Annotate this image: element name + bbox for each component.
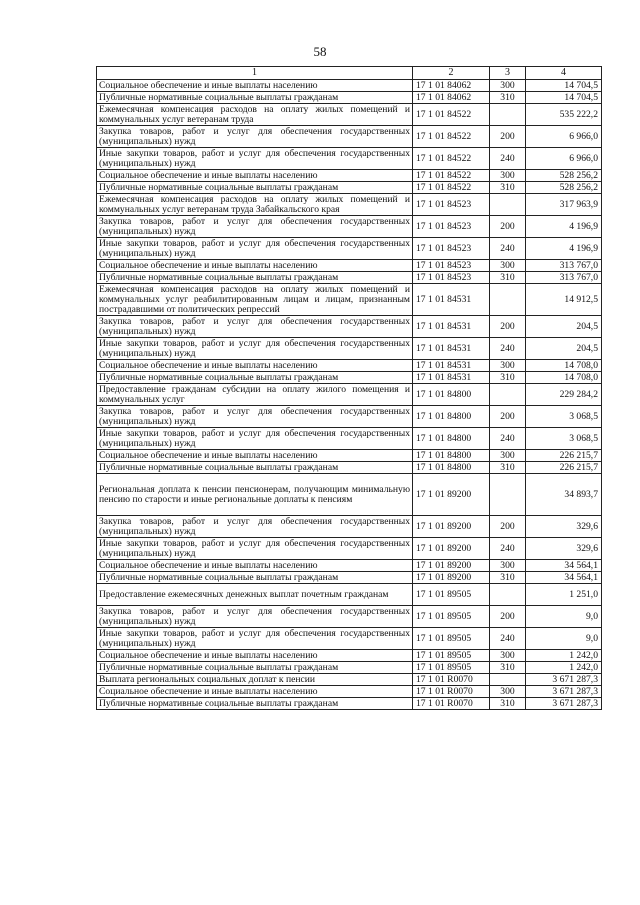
row-type-cell: 310 <box>490 182 526 194</box>
table-row <box>97 104 602 126</box>
row-amount-cell: 9,0 <box>526 606 602 628</box>
row-type-cell: 200 <box>490 316 526 338</box>
row-amount-cell: 229 284,2 <box>526 384 602 406</box>
row-code-cell: 17 1 01 84522 <box>413 182 490 194</box>
table-row <box>97 516 602 538</box>
table-row <box>97 92 602 104</box>
row-code-cell: 17 1 01 84062 <box>413 80 490 92</box>
row-name-cell: Социальное обеспечение и иные выплаты населению <box>97 260 413 272</box>
row-amount-cell: 4 196,9 <box>526 238 602 260</box>
row-type-cell <box>490 384 526 406</box>
row-code-cell: 17 1 01 84522 <box>413 148 490 170</box>
row-amount-cell: 226 215,7 <box>526 462 602 474</box>
table-row <box>97 674 602 686</box>
row-amount-cell: 34 564,1 <box>526 572 602 584</box>
row-code-cell: 17 1 01 84800 <box>413 428 490 450</box>
row-name-cell: Публичные нормативные социальные выплаты гражданам <box>97 182 413 194</box>
table-row <box>97 260 602 272</box>
row-name-cell: Иные закупки товаров, работ и услуг для обеспечения государственных (муниципальных) нужд <box>97 428 413 450</box>
row-code-cell: 17 1 01 84800 <box>413 450 490 462</box>
row-name-cell: Публичные нормативные социальные выплаты гражданам <box>97 462 413 474</box>
table-header-row <box>97 67 602 80</box>
row-name-cell: Ежемесячная компенсация расходов на оплату жилых помещений и коммунальных услуг ветеранам труда <box>97 104 413 126</box>
row-type-cell: 200 <box>490 126 526 148</box>
row-amount-cell: 14 912,5 <box>526 284 602 316</box>
table-row <box>97 538 602 560</box>
table-row <box>97 560 602 572</box>
row-name-cell: Закупка товаров, работ и услуг для обеспечения государственных (муниципальных) нужд <box>97 606 413 628</box>
table-row <box>97 406 602 428</box>
table-row <box>97 216 602 238</box>
row-type-cell: 200 <box>490 516 526 538</box>
row-type-cell: 300 <box>490 170 526 182</box>
row-type-cell: 200 <box>490 216 526 238</box>
row-amount-cell: 3 671 287,3 <box>526 674 602 686</box>
table-row <box>97 450 602 462</box>
row-amount-cell: 1 242,0 <box>526 662 602 674</box>
row-amount-cell: 317 963,9 <box>526 194 602 216</box>
row-name-cell: Социальное обеспечение и иные выплаты населению <box>97 80 413 92</box>
row-name-cell: Иные закупки товаров, работ и услуг для обеспечения государственных (муниципальных) нужд <box>97 628 413 650</box>
row-type-cell: 240 <box>490 338 526 360</box>
row-amount-cell: 9,0 <box>526 628 602 650</box>
row-amount-cell: 528 256,2 <box>526 182 602 194</box>
table-row <box>97 148 602 170</box>
row-amount-cell: 313 767,0 <box>526 272 602 284</box>
row-name-cell: Публичные нормативные социальные выплаты гражданам <box>97 662 413 674</box>
row-code-cell: 17 1 01 84523 <box>413 216 490 238</box>
row-name-cell: Иные закупки товаров, работ и услуг для обеспечения государственных (муниципальных) нужд <box>97 538 413 560</box>
row-name-cell: Публичные нормативные социальные выплаты гражданам <box>97 698 413 710</box>
table-row <box>97 474 602 516</box>
table-row <box>97 194 602 216</box>
row-type-cell: 200 <box>490 606 526 628</box>
table-row <box>97 372 602 384</box>
row-amount-cell: 535 222,2 <box>526 104 602 126</box>
table-row <box>97 628 602 650</box>
row-type-cell <box>490 194 526 216</box>
row-amount-cell: 1 242,0 <box>526 650 602 662</box>
table-row <box>97 182 602 194</box>
row-code-cell: 17 1 01 84800 <box>413 406 490 428</box>
row-amount-cell: 528 256,2 <box>526 170 602 182</box>
header-col-4: 4 <box>526 67 602 80</box>
row-name-cell: Иные закупки товаров, работ и услуг для обеспечения государственных (муниципальных) нужд <box>97 148 413 170</box>
row-amount-cell: 3 671 287,3 <box>526 686 602 698</box>
row-name-cell: Социальное обеспечение и иные выплаты населению <box>97 360 413 372</box>
row-amount-cell: 4 196,9 <box>526 216 602 238</box>
table-row <box>97 662 602 674</box>
row-name-cell: Закупка товаров, работ и услуг для обеспечения государственных (муниципальных) нужд <box>97 316 413 338</box>
row-type-cell <box>490 104 526 126</box>
row-code-cell: 17 1 01 84522 <box>413 126 490 148</box>
row-amount-cell: 6 966,0 <box>526 148 602 170</box>
table-row <box>97 686 602 698</box>
table-row <box>97 80 602 92</box>
row-name-cell: Закупка товаров, работ и услуг для обеспечения государственных (муниципальных) нужд <box>97 516 413 538</box>
row-amount-cell: 34 564,1 <box>526 560 602 572</box>
header-col-3: 3 <box>490 67 526 80</box>
header-col-1: 1 <box>97 67 413 80</box>
row-amount-cell: 329,6 <box>526 516 602 538</box>
table-row <box>97 272 602 284</box>
row-code-cell: 17 1 01 89200 <box>413 572 490 584</box>
row-amount-cell: 329,6 <box>526 538 602 560</box>
row-code-cell: 17 1 01 84522 <box>413 170 490 182</box>
row-amount-cell: 6 966,0 <box>526 126 602 148</box>
budget-table <box>96 66 602 710</box>
row-type-cell <box>490 474 526 516</box>
table-row <box>97 126 602 148</box>
row-type-cell: 300 <box>490 360 526 372</box>
table-row <box>97 316 602 338</box>
row-name-cell: Иные закупки товаров, работ и услуг для обеспечения государственных (муниципальных) нужд <box>97 238 413 260</box>
row-type-cell <box>490 674 526 686</box>
row-type-cell: 240 <box>490 238 526 260</box>
row-code-cell: 17 1 01 84531 <box>413 372 490 384</box>
row-type-cell: 300 <box>490 650 526 662</box>
row-name-cell: Публичные нормативные социальные выплаты гражданам <box>97 572 413 584</box>
row-name-cell: Выплата региональных социальных доплат к пенсии <box>97 674 413 686</box>
row-type-cell: 240 <box>490 428 526 450</box>
row-type-cell: 310 <box>490 462 526 474</box>
table-row <box>97 284 602 316</box>
row-name-cell: Закупка товаров, работ и услуг для обеспечения государственных (муниципальных) нужд <box>97 216 413 238</box>
row-amount-cell: 313 767,0 <box>526 260 602 272</box>
row-name-cell: Публичные нормативные социальные выплаты гражданам <box>97 92 413 104</box>
row-amount-cell: 34 893,7 <box>526 474 602 516</box>
row-name-cell: Иные закупки товаров, работ и услуг для обеспечения государственных (муниципальных) нужд <box>97 338 413 360</box>
row-name-cell: Региональная доплата к пенсии пенсионерам, получающим минимальную пенсию по старости и иные региональные доплаты к пенсиям <box>97 474 413 516</box>
row-type-cell: 310 <box>490 372 526 384</box>
row-name-cell: Социальное обеспечение и иные выплаты населению <box>97 170 413 182</box>
page-number: 58 <box>313 44 327 59</box>
row-amount-cell: 3 671 287,3 <box>526 698 602 710</box>
row-type-cell: 300 <box>490 260 526 272</box>
row-name-cell: Закупка товаров, работ и услуг для обеспечения государственных (муниципальных) нужд <box>97 406 413 428</box>
row-amount-cell: 3 068,5 <box>526 428 602 450</box>
row-type-cell <box>490 584 526 606</box>
row-amount-cell: 204,5 <box>526 316 602 338</box>
row-name-cell: Социальное обеспечение и иные выплаты населению <box>97 560 413 572</box>
row-type-cell: 310 <box>490 92 526 104</box>
row-code-cell: 17 1 01 R0070 <box>413 686 490 698</box>
row-name-cell: Социальное обеспечение и иные выплаты населению <box>97 686 413 698</box>
table-row <box>97 650 602 662</box>
row-code-cell: 17 1 01 89200 <box>413 474 490 516</box>
row-code-cell: 17 1 01 89505 <box>413 628 490 650</box>
row-code-cell: 17 1 01 84062 <box>413 92 490 104</box>
row-type-cell: 300 <box>490 80 526 92</box>
row-type-cell: 310 <box>490 662 526 674</box>
row-amount-cell: 1 251,0 <box>526 584 602 606</box>
row-amount-cell: 14 704,5 <box>526 80 602 92</box>
row-amount-cell: 226 215,7 <box>526 450 602 462</box>
row-code-cell: 17 1 01 R0070 <box>413 698 490 710</box>
row-type-cell: 310 <box>490 572 526 584</box>
table-row <box>97 428 602 450</box>
row-amount-cell: 14 708,0 <box>526 372 602 384</box>
row-code-cell: 17 1 01 89200 <box>413 516 490 538</box>
row-code-cell: 17 1 01 84531 <box>413 360 490 372</box>
row-name-cell: Предоставление ежемесячных денежных выплат почетным гражданам <box>97 584 413 606</box>
row-name-cell: Предоставление гражданам субсидии на оплату жилого помещения и коммунальных услуг <box>97 384 413 406</box>
row-name-cell: Социальное обеспечение и иные выплаты населению <box>97 650 413 662</box>
table-row <box>97 384 602 406</box>
row-name-cell: Закупка товаров, работ и услуг для обеспечения государственных (муниципальных) нужд <box>97 126 413 148</box>
row-code-cell: 17 1 01 84523 <box>413 238 490 260</box>
table-row <box>97 338 602 360</box>
row-type-cell: 300 <box>490 450 526 462</box>
table-row <box>97 462 602 474</box>
row-code-cell: 17 1 01 84523 <box>413 260 490 272</box>
row-name-cell: Ежемесячная компенсация расходов на оплату жилых помещений и коммунальных услуг реабилитированным лицам и лицам, признанным пострадавшими от политических репрессий <box>97 284 413 316</box>
row-code-cell: 17 1 01 84523 <box>413 272 490 284</box>
row-code-cell: 17 1 01 89505 <box>413 606 490 628</box>
table-row <box>97 170 602 182</box>
header-col-2: 2 <box>413 67 490 80</box>
row-code-cell: 17 1 01 84800 <box>413 462 490 474</box>
table-row <box>97 606 602 628</box>
row-type-cell: 300 <box>490 560 526 572</box>
row-name-cell: Ежемесячная компенсация расходов на оплату жилых помещений и коммунальных услуг ветеранам труда Забайкальского края <box>97 194 413 216</box>
table-row <box>97 572 602 584</box>
row-code-cell: 17 1 01 89200 <box>413 538 490 560</box>
table-row <box>97 238 602 260</box>
row-type-cell: 240 <box>490 538 526 560</box>
row-amount-cell: 14 708,0 <box>526 360 602 372</box>
row-type-cell <box>490 284 526 316</box>
row-code-cell: 17 1 01 84531 <box>413 338 490 360</box>
row-name-cell: Социальное обеспечение и иные выплаты населению <box>97 450 413 462</box>
row-name-cell: Публичные нормативные социальные выплаты гражданам <box>97 372 413 384</box>
row-name-cell: Публичные нормативные социальные выплаты гражданам <box>97 272 413 284</box>
row-code-cell: 17 1 01 R0070 <box>413 674 490 686</box>
row-code-cell: 17 1 01 89200 <box>413 560 490 572</box>
row-code-cell: 17 1 01 89505 <box>413 650 490 662</box>
row-amount-cell: 14 704,5 <box>526 92 602 104</box>
row-code-cell: 17 1 01 84531 <box>413 284 490 316</box>
row-code-cell: 17 1 01 89505 <box>413 584 490 606</box>
table-row <box>97 698 602 710</box>
row-amount-cell: 3 068,5 <box>526 406 602 428</box>
row-amount-cell: 204,5 <box>526 338 602 360</box>
row-code-cell: 17 1 01 89505 <box>413 662 490 674</box>
row-type-cell: 240 <box>490 628 526 650</box>
row-code-cell: 17 1 01 84800 <box>413 384 490 406</box>
row-type-cell: 300 <box>490 686 526 698</box>
table-row <box>97 584 602 606</box>
table-body <box>97 80 602 710</box>
row-type-cell: 310 <box>490 272 526 284</box>
row-type-cell: 310 <box>490 698 526 710</box>
row-code-cell: 17 1 01 84523 <box>413 194 490 216</box>
row-type-cell: 200 <box>490 406 526 428</box>
row-code-cell: 17 1 01 84522 <box>413 104 490 126</box>
row-code-cell: 17 1 01 84531 <box>413 316 490 338</box>
row-type-cell: 240 <box>490 148 526 170</box>
table-row <box>97 360 602 372</box>
